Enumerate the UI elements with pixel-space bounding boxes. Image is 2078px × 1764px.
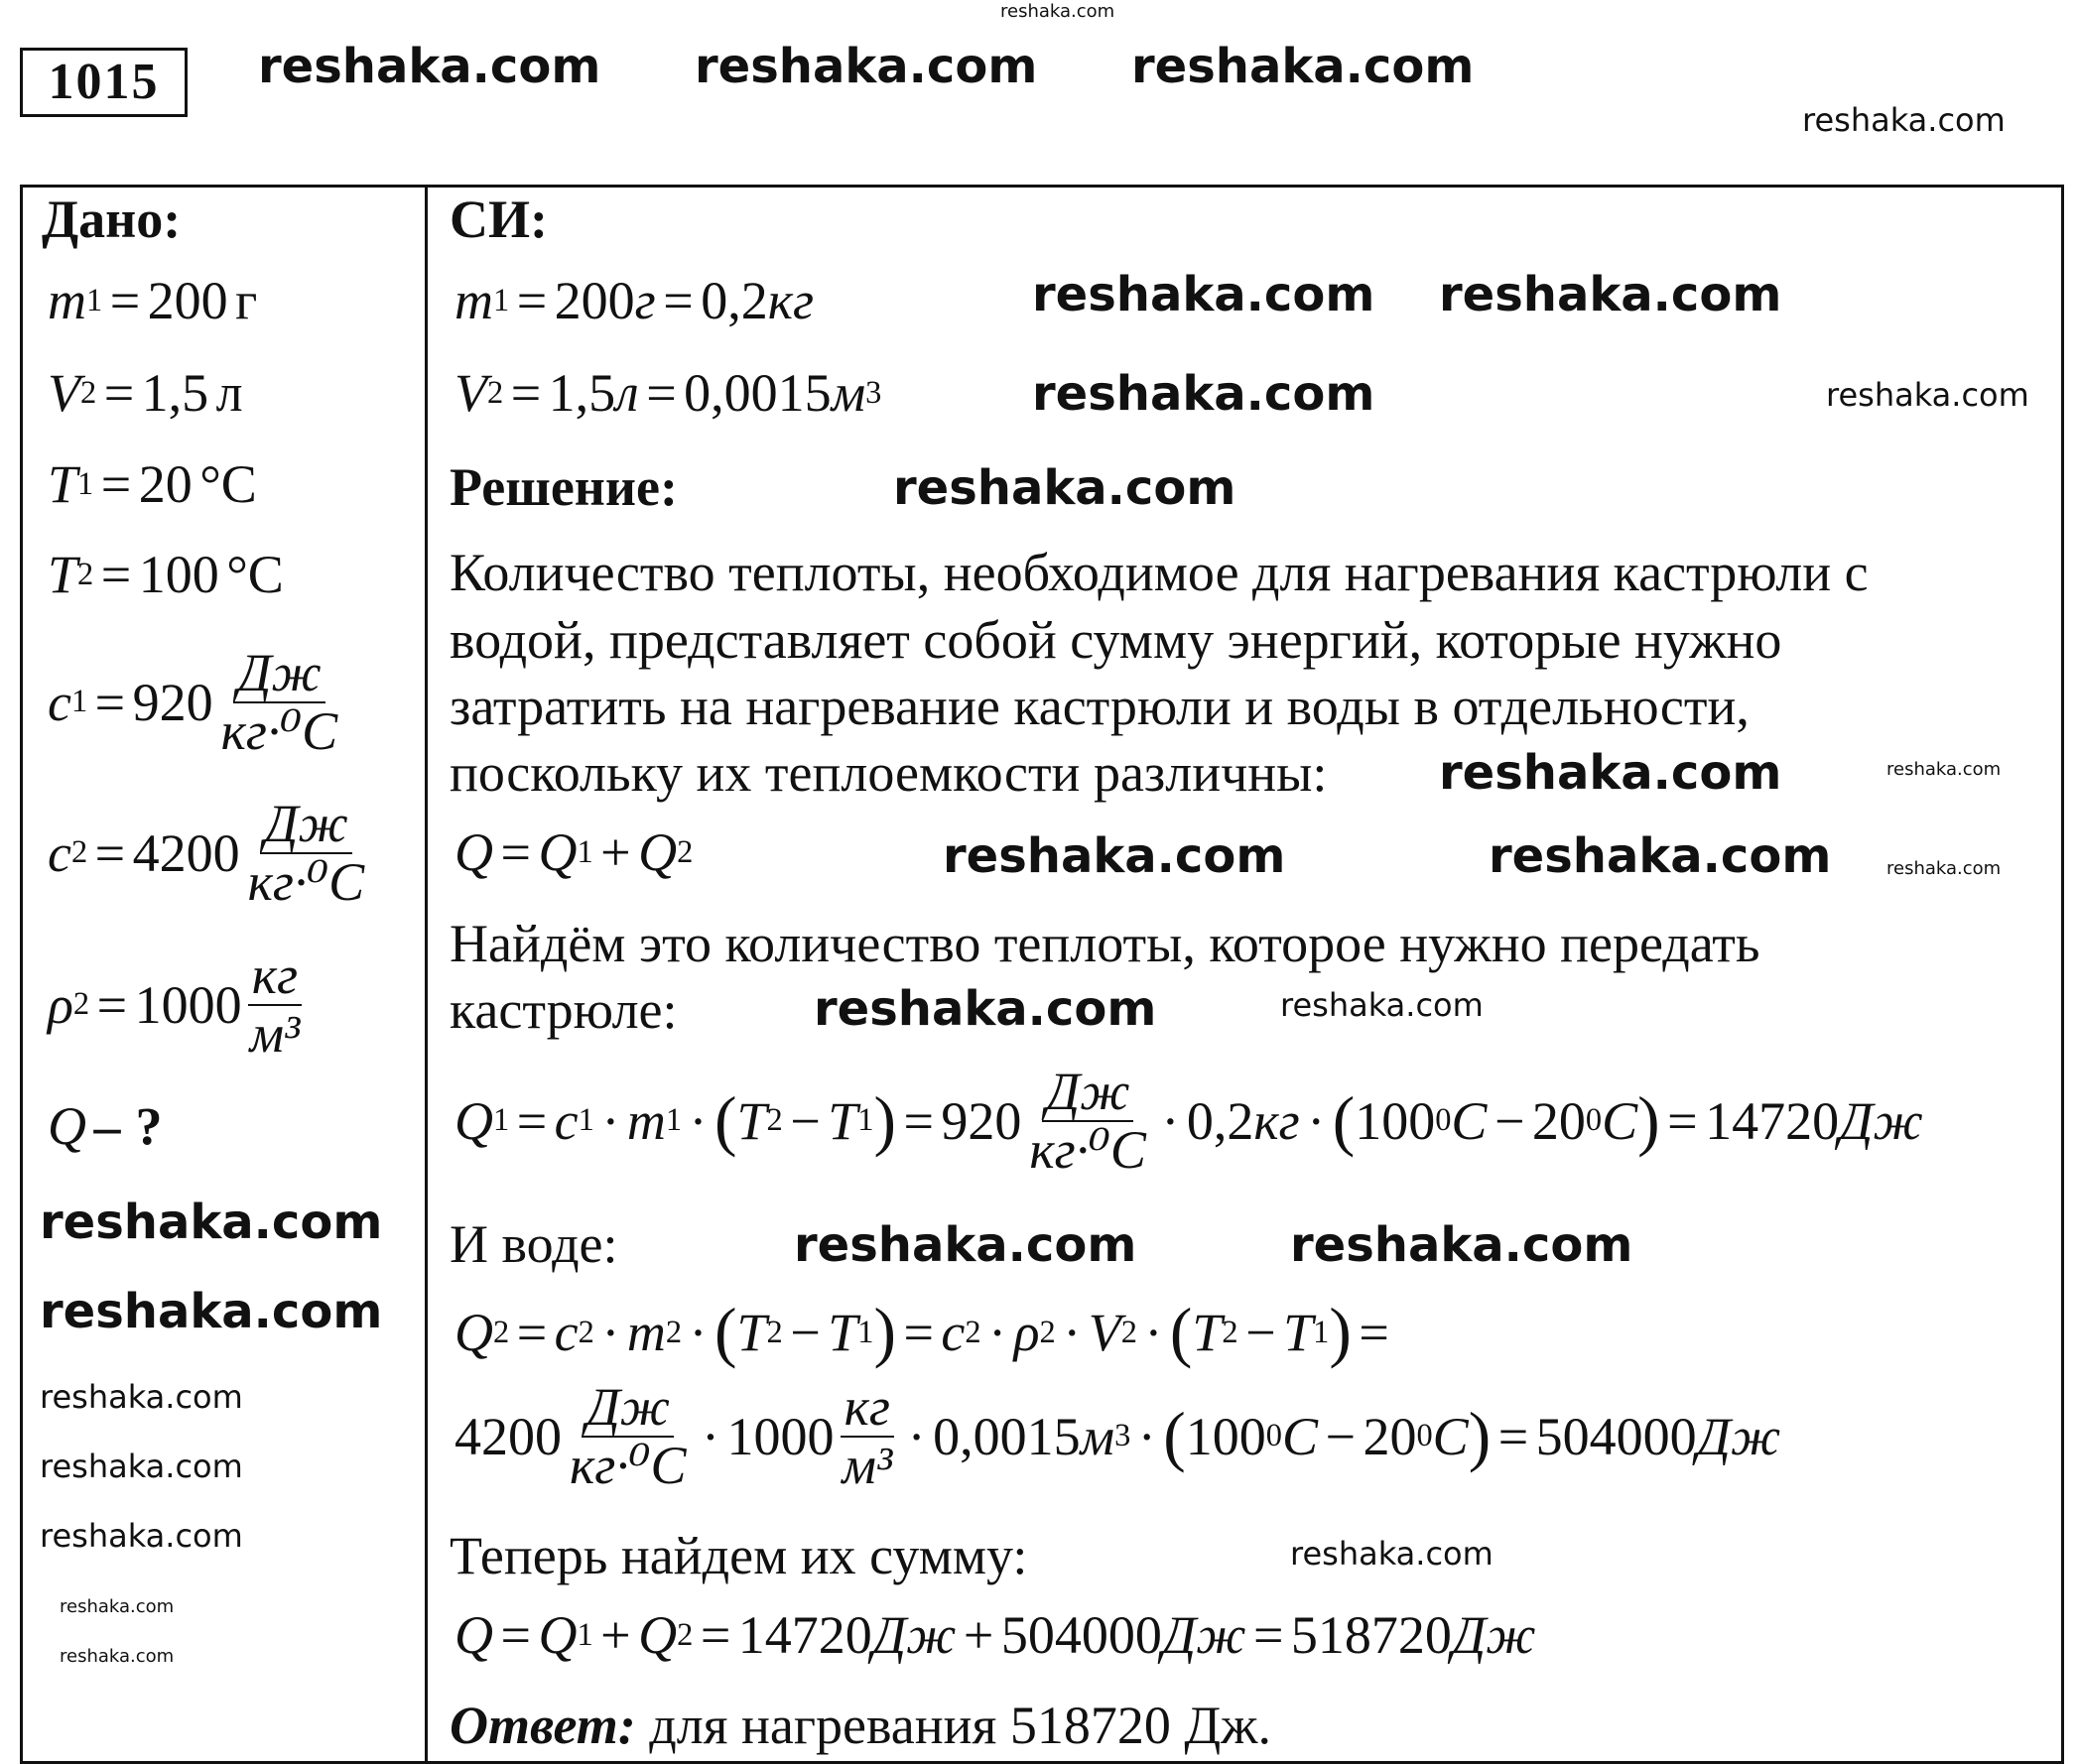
formula-text: · (682, 1303, 715, 1362)
fraction-numerator: Дж (582, 1379, 674, 1438)
watermark: reshaka.com (40, 1195, 383, 1250)
formula-subscript: 1 (70, 684, 88, 720)
formula-variable: Дж (1696, 1406, 1781, 1466)
formula-variable: Q (455, 1605, 493, 1665)
formula-variable: T (736, 1090, 767, 1151)
formula-subscript: 2 (665, 1314, 683, 1350)
watermark: reshaka.com (695, 39, 1038, 94)
formula-sum (455, 821, 693, 883)
watermark: reshaka.com (60, 1596, 175, 1617)
formula-variable: C (1451, 1090, 1488, 1151)
formula-variable: c (941, 1303, 966, 1362)
formula-paren: ) (873, 1082, 896, 1158)
column-divider (425, 185, 428, 1762)
formula-text: · 1000 (694, 1406, 835, 1466)
formula-text: – ? (86, 1096, 163, 1156)
formula-subscript: 1 (493, 1102, 510, 1139)
formula-text: = 200 г (102, 271, 258, 330)
formula-text: = 14720 (1659, 1090, 1840, 1151)
formula-variable: c (48, 822, 71, 883)
formula-text: = 1,5 л (96, 363, 243, 423)
formula-variable: кг (767, 271, 815, 330)
formula-variable: c (554, 1090, 579, 1151)
formula-fraction (246, 947, 305, 1062)
formula-subscript: 1 (665, 1102, 683, 1139)
formula-variable: Q (538, 1605, 578, 1665)
paragraph-line: водой, представляет собой сумму энергий, которые нужно (450, 610, 1782, 670)
formula-text: = 14720 (693, 1605, 872, 1665)
formula-variable: Q (455, 1090, 493, 1151)
formula-superscript: 3 (865, 374, 882, 411)
paragraph-line: поскольку их теплоемкости различны: (450, 743, 1328, 803)
watermark: reshaka.com (1886, 858, 2002, 879)
formula-subscript: 2 (677, 1616, 694, 1653)
formula-variable: m (626, 1090, 666, 1151)
formula-variable: c (48, 672, 71, 732)
formula-subscript: 2 (70, 834, 88, 871)
formula-paren: ( (1169, 1295, 1193, 1369)
formula-text: · (593, 1090, 627, 1151)
answer-text: для нагревания 518720 Дж. (635, 1696, 1271, 1755)
formula-text: 4200 (455, 1406, 562, 1466)
watermark: reshaka.com (1439, 745, 1782, 801)
formula-subscript: 2 (77, 556, 94, 592)
watermark: reshaka.com (1032, 366, 1375, 422)
formula-text: · (593, 1303, 627, 1362)
formula-text: = (1351, 1303, 1389, 1362)
formula-subscript: 1 (578, 1102, 594, 1139)
formula-text: = 200 (509, 271, 635, 330)
watermark: reshaka.com (1032, 267, 1375, 322)
watermark: reshaka.com (40, 1284, 383, 1339)
formula-paren: ) (1637, 1082, 1660, 1158)
watermark: reshaka.com (1290, 1217, 1633, 1273)
formula-text: = 504000 (1491, 1406, 1697, 1466)
fraction-numerator: Дж (260, 796, 352, 854)
formula-text: · 0,0015 (900, 1406, 1081, 1466)
formula-q1 (455, 1064, 1923, 1178)
formula-subscript: 2 (578, 1314, 594, 1350)
formula-variable: T (48, 545, 78, 604)
formula-text: = (895, 1303, 942, 1362)
watermark: reshaka.com (1280, 986, 1484, 1024)
formula-paren: ) (1329, 1295, 1352, 1369)
formula-text: = 20 °C (93, 454, 257, 514)
formula-variable: C (1432, 1406, 1469, 1466)
watermark: reshaka.com (794, 1217, 1137, 1273)
formula-paren: ) (1468, 1398, 1492, 1473)
formula-superscript: 0 (1435, 1102, 1452, 1139)
formula-fraction (838, 1379, 896, 1493)
problem-number: 1015 (20, 48, 188, 117)
watermark: reshaka.com (943, 828, 1286, 884)
paragraph-line: Количество теплоты, необходимое для нагревания кастрюли с (450, 543, 1869, 602)
formula-variable: m (626, 1303, 666, 1362)
formula-subscript: 2 (487, 374, 504, 411)
formula-variable: V (455, 363, 487, 423)
formula-variable: кг (1253, 1090, 1300, 1151)
formula-subscript: 1 (857, 1102, 874, 1139)
formula-variable: T (828, 1090, 858, 1151)
given-c2 (48, 796, 372, 910)
formula-text: · (980, 1303, 1014, 1362)
si-v2 (455, 362, 881, 424)
formula-variable: T (1283, 1303, 1314, 1362)
formula-text: = (509, 1090, 555, 1151)
formula-superscript: 0 (1265, 1418, 1282, 1454)
formula-text: · (1055, 1303, 1089, 1362)
formula-total (455, 1604, 1536, 1666)
watermark: reshaka.com (1489, 828, 1832, 884)
watermark: reshaka.com (893, 460, 1236, 516)
given-t1 (48, 453, 257, 515)
formula-subscript: 2 (80, 374, 97, 411)
formula-fraction (566, 1379, 691, 1493)
fraction-denominator: м³ (842, 1435, 893, 1495)
formula-text: = 1,5 (503, 363, 616, 423)
formula-subscript: 1 (77, 465, 94, 502)
formula-superscript: 0 (1416, 1418, 1433, 1454)
fraction-denominator: кг·⁰C (220, 700, 338, 761)
formula-paren: ( (1163, 1398, 1186, 1473)
formula-subscript: 1 (577, 833, 593, 870)
formula-variable: Q (638, 1605, 678, 1665)
formula-variable: г (634, 271, 656, 330)
formula-text: = 920 (87, 672, 213, 732)
watermark: reshaka.com (1000, 1, 1115, 22)
given-rho2 (48, 947, 308, 1062)
given-heading: Дано: (42, 189, 182, 249)
formula-text: = 920 (895, 1090, 1022, 1151)
formula-variable: C (1602, 1090, 1638, 1151)
given-unknown (48, 1095, 163, 1157)
formula-fraction (244, 796, 369, 910)
formula-text: · (1130, 1406, 1164, 1466)
formula-variable: V (48, 363, 80, 423)
formula-subscript: 2 (1039, 1314, 1056, 1350)
si-heading: СИ: (450, 189, 548, 249)
watermark: reshaka.com (1439, 267, 1782, 322)
formula-text: = (509, 1303, 555, 1362)
formula-paren: ( (1332, 1082, 1356, 1158)
formula-paren: ( (714, 1082, 737, 1158)
formula-variable: T (828, 1303, 858, 1362)
fraction-denominator: кг·⁰C (247, 851, 365, 912)
text-total: Теперь найдем их сумму: (450, 1526, 1028, 1585)
formula-text: · (682, 1090, 715, 1151)
given-c1 (48, 645, 345, 759)
fraction-denominator: кг·⁰C (570, 1435, 687, 1495)
formula-variable: ρ (1013, 1303, 1040, 1362)
formula-subscript: 1 (1313, 1314, 1330, 1350)
formula-variable: Дж (871, 1605, 957, 1665)
formula-q2b (455, 1379, 1780, 1493)
formula-subscript: 2 (766, 1314, 783, 1350)
formula-subscript: 1 (86, 282, 103, 318)
formula-subscript: 2 (72, 986, 90, 1023)
formula-text: · (1136, 1303, 1170, 1362)
formula-variable: Q (638, 822, 678, 882)
formula-text: = 518720 (1245, 1605, 1452, 1665)
formula-subscript: 2 (493, 1314, 510, 1350)
watermark: reshaka.com (1886, 759, 2002, 780)
formula-text: · 0,2 (1153, 1090, 1254, 1151)
formula-variable: Q (455, 1303, 493, 1362)
formula-variable: T (48, 454, 78, 514)
formula-variable: Q (455, 822, 493, 882)
formula-subscript: 1 (577, 1616, 593, 1653)
formula-variable: Дж (1839, 1090, 1923, 1151)
fraction-denominator: м³ (249, 1003, 301, 1064)
formula-superscript: 3 (1114, 1418, 1131, 1454)
formula-variable: m (48, 271, 86, 330)
formula-text: 100 (1185, 1406, 1266, 1466)
formula-subscript: 1 (857, 1314, 874, 1350)
formula-variable: c (554, 1303, 579, 1362)
formula-variable: л (615, 363, 639, 423)
formula-superscript: 0 (1585, 1102, 1603, 1139)
formula-variable: Дж (1451, 1605, 1536, 1665)
formula-text: − 20 (1318, 1406, 1417, 1466)
watermark: reshaka.com (814, 981, 1157, 1037)
formula-text: = (493, 822, 539, 882)
watermark: reshaka.com (258, 39, 601, 94)
text-water: И воде: (450, 1214, 618, 1274)
formula-subscript: 2 (677, 833, 694, 870)
answer (450, 1695, 1271, 1756)
formula-subscript: 2 (1222, 1314, 1238, 1350)
formula-subscript: 2 (965, 1314, 981, 1350)
formula-text: = 0,0015 (638, 363, 832, 423)
formula-subscript: 2 (1120, 1314, 1137, 1350)
solution-heading: Решение: (450, 457, 678, 517)
fraction-numerator: Дж (233, 645, 325, 703)
fraction-numerator: Дж (1042, 1064, 1134, 1122)
formula-variable: T (736, 1303, 767, 1362)
formula-text: = 1000 (89, 974, 242, 1035)
formula-variable: м (1080, 1406, 1115, 1466)
answer-label: Ответ: (450, 1696, 636, 1755)
formula-text: + 504000 (956, 1605, 1162, 1665)
text-pan: кастрюле: (450, 980, 678, 1040)
watermark: reshaka.com (40, 1378, 243, 1416)
fraction-numerator: кг (248, 947, 302, 1006)
watermark: reshaka.com (1131, 39, 1475, 94)
watermark: reshaka.com (1290, 1535, 1494, 1573)
formula-fraction (1025, 1064, 1150, 1178)
formula-text: + (592, 822, 639, 882)
formula-text: − (782, 1303, 829, 1362)
formula-paren: ) (873, 1295, 896, 1369)
fraction-numerator: кг (841, 1379, 894, 1438)
formula-variable: Q (538, 822, 578, 882)
watermark: reshaka.com (40, 1448, 243, 1485)
formula-subscript: 1 (493, 282, 510, 318)
given-v2 (48, 362, 243, 424)
formula-text: + (592, 1605, 639, 1665)
formula-fraction (217, 645, 342, 759)
formula-variable: C (1281, 1406, 1318, 1466)
formula-text: = 100 °C (93, 545, 284, 604)
formula-variable: ρ (48, 974, 73, 1035)
formula-text: − (782, 1090, 829, 1151)
si-m1 (455, 270, 814, 331)
formula-paren: ( (714, 1295, 737, 1369)
formula-variable: Дж (1161, 1605, 1246, 1665)
formula-text: · (1299, 1090, 1333, 1151)
paragraph-line: затратить на нагревание кастрюли и воды в отдельности, (450, 677, 1750, 736)
watermark: reshaka.com (60, 1646, 175, 1667)
watermark: reshaka.com (40, 1517, 243, 1555)
formula-text: − 20 (1487, 1090, 1586, 1151)
formula-subscript: 2 (766, 1102, 783, 1139)
fraction-denominator: кг·⁰C (1029, 1119, 1146, 1180)
text-pan: Найдём это количество теплоты, которое нужно передать (450, 914, 1760, 973)
formula-variable: m (455, 271, 493, 330)
given-m1 (48, 270, 257, 331)
formula-variable: м (831, 363, 866, 423)
formula-variable: Q (48, 1096, 86, 1156)
formula-text: = (493, 1605, 539, 1665)
formula-variable: V (1088, 1303, 1121, 1362)
given-t2 (48, 544, 284, 605)
watermark: reshaka.com (1802, 101, 2006, 139)
formula-text: = 4200 (87, 822, 240, 883)
formula-text: = 0,2 (655, 271, 768, 330)
formula-variable: T (1192, 1303, 1223, 1362)
watermark: reshaka.com (1826, 376, 2029, 414)
formula-q2a (455, 1294, 1389, 1371)
formula-text: − (1237, 1303, 1284, 1362)
formula-text: 100 (1355, 1090, 1436, 1151)
